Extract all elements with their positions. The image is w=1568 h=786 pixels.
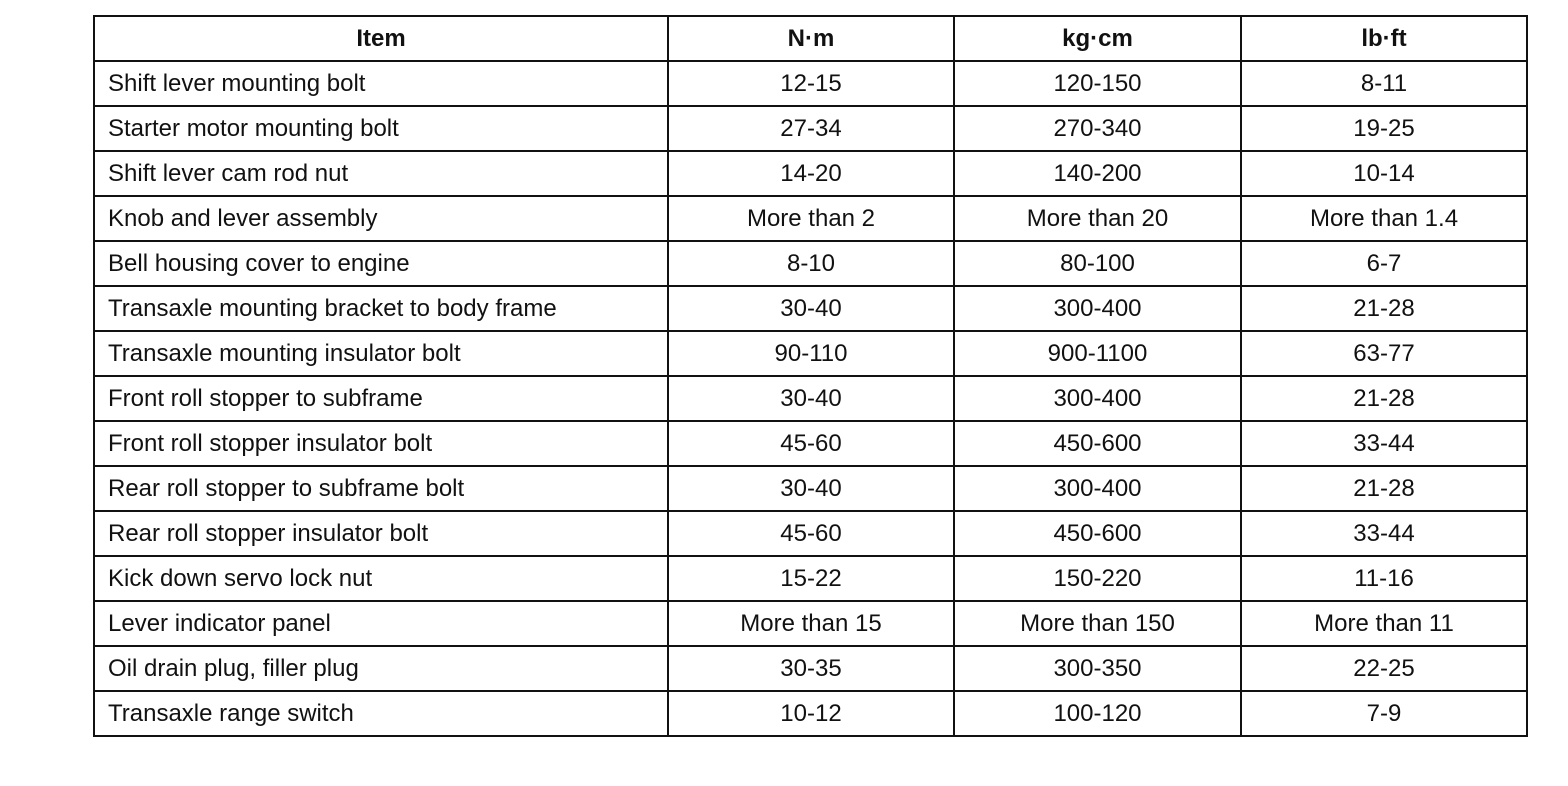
kgcm-cell: 900-1100 [954, 331, 1241, 376]
item-cell: Transaxle range switch [94, 691, 668, 736]
table-row [94, 421, 1527, 466]
header-item: Item [94, 16, 668, 61]
item-cell: Oil drain plug, filler plug [94, 646, 668, 691]
kgcm-cell: 80-100 [954, 241, 1241, 286]
lbft-cell: 33-44 [1241, 421, 1527, 466]
kgcm-cell: 450-600 [954, 511, 1241, 556]
kgcm-cell: 150-220 [954, 556, 1241, 601]
table-row [94, 196, 1527, 241]
table-row [94, 601, 1527, 646]
table-row [94, 286, 1527, 331]
lbft-cell: 11-16 [1241, 556, 1527, 601]
header-lbft: lb·ft [1241, 16, 1527, 61]
kgcm-cell: 120-150 [954, 61, 1241, 106]
nm-cell: 27-34 [668, 106, 954, 151]
lbft-cell: 6-7 [1241, 241, 1527, 286]
header-kgcm: kg·cm [954, 16, 1241, 61]
item-cell: Shift lever mounting bolt [94, 61, 668, 106]
kgcm-cell: 300-350 [954, 646, 1241, 691]
item-cell: Kick down servo lock nut [94, 556, 668, 601]
kgcm-cell: 270-340 [954, 106, 1241, 151]
table-row [94, 646, 1527, 691]
lbft-cell: 8-11 [1241, 61, 1527, 106]
item-cell: Starter motor mounting bolt [94, 106, 668, 151]
nm-cell: 45-60 [668, 421, 954, 466]
lbft-cell: 21-28 [1241, 466, 1527, 511]
table-row [94, 151, 1527, 196]
nm-cell: 14-20 [668, 151, 954, 196]
kgcm-cell: 300-400 [954, 286, 1241, 331]
lbft-cell: More than 11 [1241, 601, 1527, 646]
kgcm-cell: 300-400 [954, 466, 1241, 511]
kgcm-cell: 450-600 [954, 421, 1241, 466]
item-cell: Front roll stopper to subframe [94, 376, 668, 421]
item-cell: Transaxle mounting bracket to body frame [94, 286, 668, 331]
nm-cell: 30-40 [668, 466, 954, 511]
item-cell: Lever indicator panel [94, 601, 668, 646]
table-row [94, 61, 1527, 106]
table-row [94, 466, 1527, 511]
item-cell: Transaxle mounting insulator bolt [94, 331, 668, 376]
kgcm-cell: More than 20 [954, 196, 1241, 241]
table-row [94, 691, 1527, 736]
table-row [94, 241, 1527, 286]
lbft-cell: 19-25 [1241, 106, 1527, 151]
item-cell: Shift lever cam rod nut [94, 151, 668, 196]
lbft-cell: 10-14 [1241, 151, 1527, 196]
nm-cell: 10-12 [668, 691, 954, 736]
table-row [94, 106, 1527, 151]
nm-cell: 30-40 [668, 376, 954, 421]
table-row [94, 511, 1527, 556]
item-cell: Front roll stopper insulator bolt [94, 421, 668, 466]
item-cell: Rear roll stopper to subframe bolt [94, 466, 668, 511]
kgcm-cell: 140-200 [954, 151, 1241, 196]
lbft-cell: 33-44 [1241, 511, 1527, 556]
kgcm-cell: 100-120 [954, 691, 1241, 736]
lbft-cell: 7-9 [1241, 691, 1527, 736]
nm-cell: 45-60 [668, 511, 954, 556]
nm-cell: 8-10 [668, 241, 954, 286]
table-row [94, 556, 1527, 601]
item-cell: Rear roll stopper insulator bolt [94, 511, 668, 556]
table-header [94, 16, 1527, 61]
header-row [94, 16, 1527, 61]
table-row [94, 376, 1527, 421]
nm-cell: 30-40 [668, 286, 954, 331]
nm-cell: More than 15 [668, 601, 954, 646]
nm-cell: 15-22 [668, 556, 954, 601]
nm-cell: More than 2 [668, 196, 954, 241]
nm-cell: 12-15 [668, 61, 954, 106]
nm-cell: 90-110 [668, 331, 954, 376]
lbft-cell: 22-25 [1241, 646, 1527, 691]
lbft-cell: 63-77 [1241, 331, 1527, 376]
lbft-cell: More than 1.4 [1241, 196, 1527, 241]
table-row [94, 331, 1527, 376]
header-nm: N·m [668, 16, 954, 61]
nm-cell: 30-35 [668, 646, 954, 691]
table-body [94, 61, 1527, 736]
kgcm-cell: More than 150 [954, 601, 1241, 646]
kgcm-cell: 300-400 [954, 376, 1241, 421]
item-cell: Bell housing cover to engine [94, 241, 668, 286]
torque-spec-table [93, 15, 1528, 737]
lbft-cell: 21-28 [1241, 376, 1527, 421]
item-cell: Knob and lever assembly [94, 196, 668, 241]
lbft-cell: 21-28 [1241, 286, 1527, 331]
